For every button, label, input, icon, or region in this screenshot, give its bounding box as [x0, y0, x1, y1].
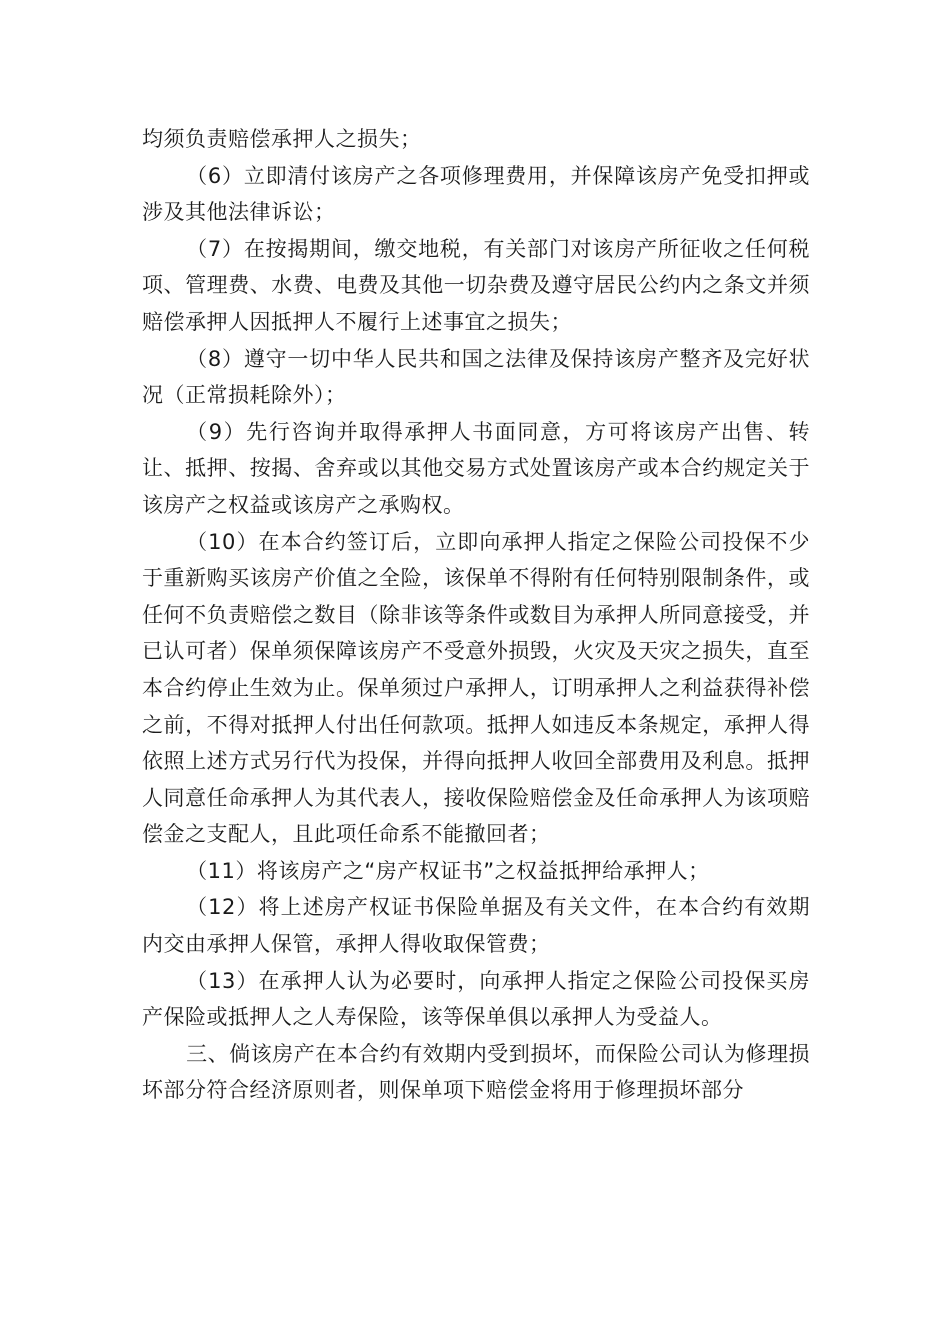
- paragraph-item-9: （9）先行咨询并取得承押人书面同意，方可将该房产出售、转让、抵押、按揭、舍弃或以其他交易方式处置该房产或本合约规定关于该房产之权益或该房产之承购权。: [142, 419, 810, 517]
- paragraph-item-6: （6）立即清付该房产之各项修理费用，并保障该房产免受扣押或涉及其他法律诉讼；: [142, 163, 810, 225]
- paragraph-item-11: （11）将该房产之“房产权证书”之权益抵押给承押人；: [186, 858, 710, 883]
- paragraph-item-12: （12）将上述房产权证书保险单据及有关文件，在本合约有效期内交由承押人保管，承押人得收取保管费；: [142, 895, 810, 957]
- paragraph-item-7: （7）在按揭期间，缴交地税，有关部门对该房产所征收之任何税项、管理费、水费、电费及其他一切杂费及遵守居民公约内之条文并须赔偿承押人因抵押人不履行上述事宜之损失；: [142, 236, 810, 334]
- paragraph-item-13: （13）在承押人认为必要时，向承押人指定之保险公司投保买房产保险或抵押人之人寿保险，该等保单俱以承押人为受益人。: [142, 968, 810, 1030]
- paragraph-item-10: （10）在本合约签订后，立即向承押人指定之保险公司投保不少于重新购买该房产价值之全险，该保单不得附有任何特别限制条件，或任何不负责赔偿之数目（除非该等条件或数目为承押人所同意接受，并已认可者）保单须保障该房产不受意外损毁，火灾及天灾之损失，直至本合约停止生效为止。保单须过户承押人，订明承押人之利益获得补偿之前，不得对抵押人付出任何款项。抵押人如违反本条规定，承押人得依照上述方式另行代为投保，并得向抵押人收回全部费用及利息。抵押人同意任命承押人为其代表人，接收保险赔偿金及任命承押人为该项赔偿金之支配人，且此项任命系不能撤回者；: [142, 529, 810, 847]
- paragraph-section-3: 三、倘该房产在本合约有效期内受到损坏，而保险公司认为修理损坏部分符合经济原则者，则保单项下赔偿金将用于修理损坏部分: [142, 1041, 810, 1103]
- paragraph-item-8: （8）遵守一切中华人民共和国之法律及保持该房产整齐及完好状况（正常损耗除外）；: [142, 346, 810, 408]
- document-body: [142, 121, 810, 1109]
- paragraph-continuation: 均须负责赔偿承押人之损失；: [142, 127, 422, 151]
